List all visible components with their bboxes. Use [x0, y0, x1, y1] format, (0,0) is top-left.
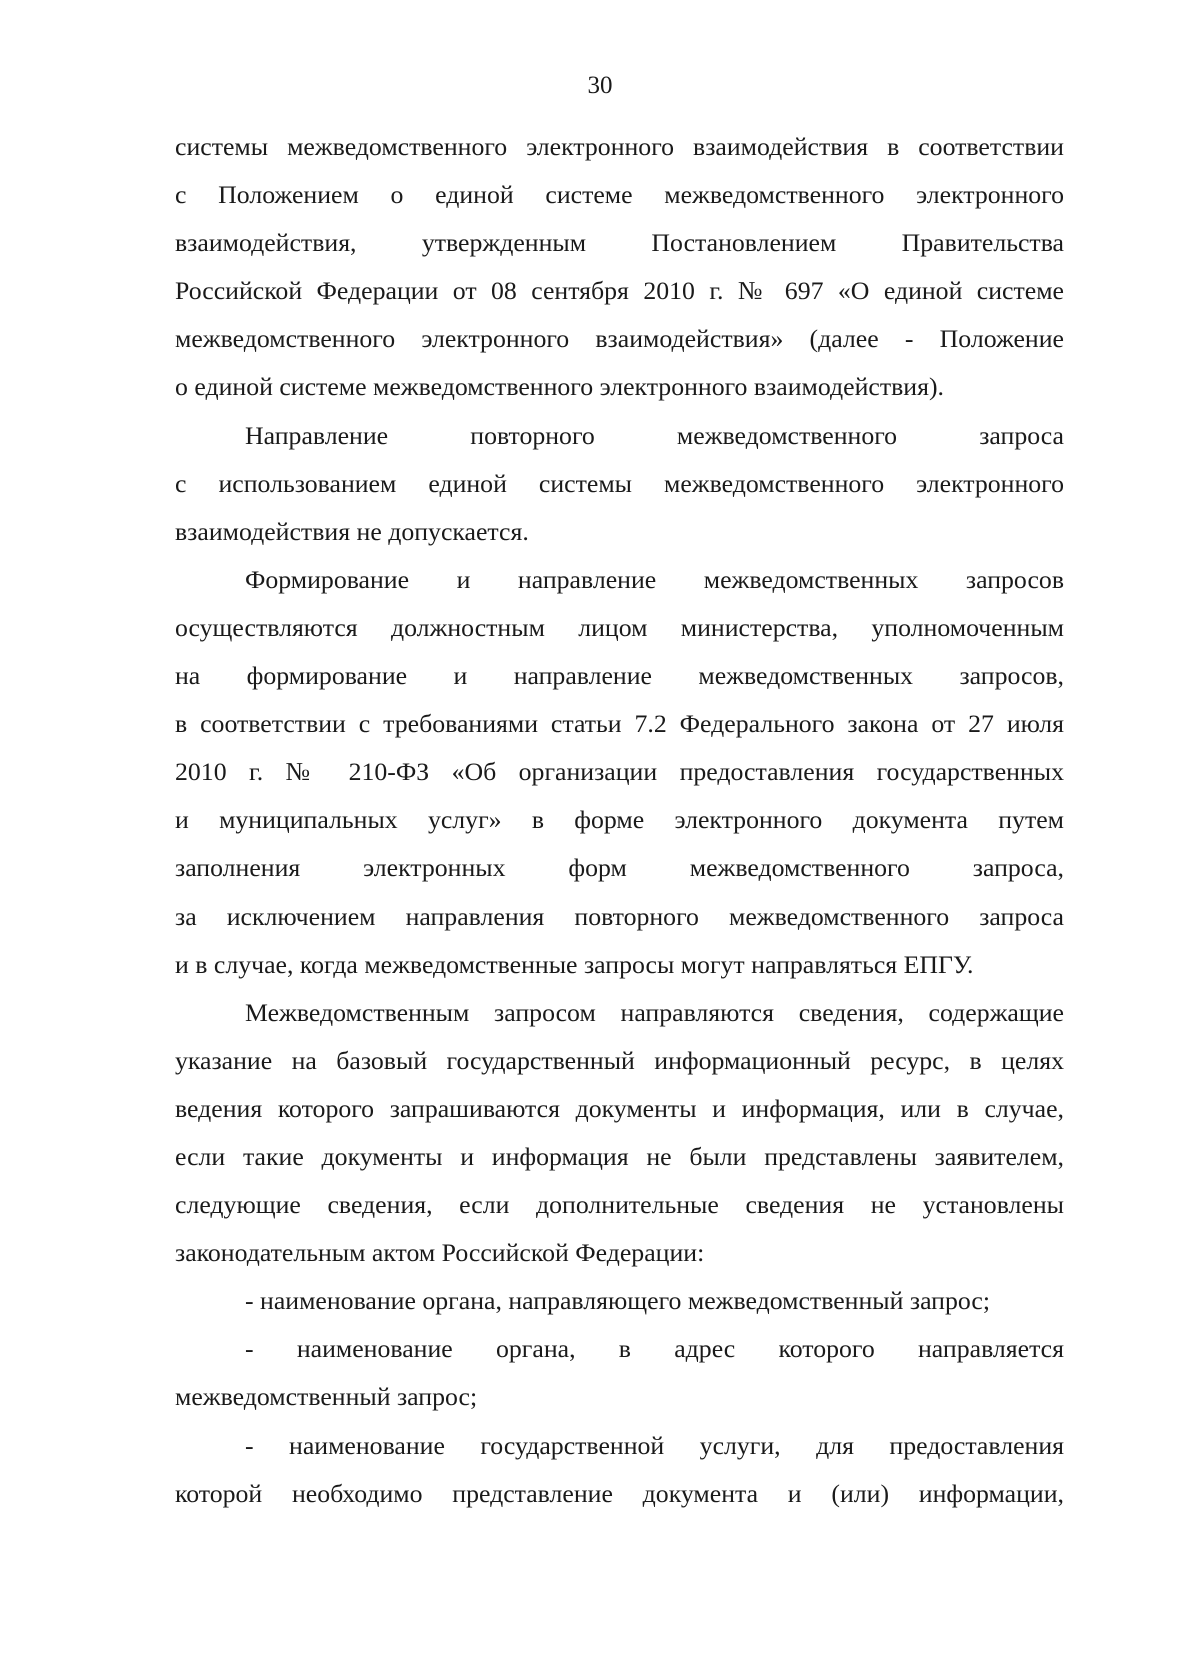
paragraph [175, 123, 1064, 412]
text-line: межведомственный запрос; [175, 1382, 478, 1412]
text-line: и муниципальных услуг» в форме электронного документа путем [175, 805, 1064, 835]
text-line: которой необходимо представление документа и (или) информации, [175, 1478, 1064, 1508]
text-line: осуществляются должностным лицом министерства, уполномоченным [175, 612, 1064, 642]
paragraph [175, 989, 1064, 1278]
text-line: взаимодействия не допускается. [175, 516, 529, 546]
text-line: - наименование органа, направляющего межведомственный запрос; [245, 1286, 991, 1316]
paragraph [175, 556, 1064, 989]
text-line: с Положением о единой системе межведомственного электронного [175, 180, 1064, 210]
text-line: - наименование органа, в адрес которого направляется [245, 1334, 1064, 1364]
text-line: ведения которого запрашиваются документы и информация, или в случае, [175, 1093, 1064, 1123]
text-line: в соответствии с требованиями статьи 7.2 Федерального закона от 27 июля [175, 709, 1064, 739]
text-line: Российской Федерации от 08 сентября 2010 г. № 697 «О единой системе [175, 276, 1064, 306]
page-number: 30 [587, 72, 613, 99]
text-line: 2010 г. № 210-ФЗ «Об организации предоставления государственных [175, 757, 1064, 787]
list-item [175, 1422, 1064, 1518]
text-line: системы межведомственного электронного взаимодействия в соответствии [175, 132, 1064, 161]
text-line: заполнения электронных форм межведомственного запроса, [175, 853, 1064, 883]
text-line: Направление повторного межведомственного запроса [245, 420, 1064, 450]
text-line: следующие сведения, если дополнительные сведения не установлены [175, 1190, 1064, 1220]
text-line: межведомственного электронного взаимодействия» (далее - Положение [175, 324, 1064, 354]
text-line: Межведомственным запросом направляются сведения, содержащие [245, 997, 1064, 1027]
text-line: законодательным актом Российской Федерации: [175, 1238, 705, 1268]
text-line: - наименование государственной услуги, для предоставления [245, 1430, 1064, 1460]
text-line: о единой системе межведомственного электронного взаимодействия). [175, 372, 944, 402]
text-line: на формирование и направление межведомственных запросов, [175, 661, 1064, 691]
text-line: и в случае, когда межведомственные запросы могут направляться ЕПГУ. [175, 949, 974, 979]
text-line: если такие документы и информация не были представлены заявителем, [175, 1141, 1064, 1171]
document-body [175, 123, 1064, 1518]
text-line: Формирование и направление межведомственных запросов [245, 564, 1064, 594]
text-line: за исключением направления повторного межведомственного запроса [175, 901, 1064, 931]
text-line: с использованием единой системы межведомственного электронного [175, 468, 1064, 498]
paragraph [175, 412, 1064, 556]
list-item [175, 1277, 1064, 1325]
list-item [175, 1325, 1064, 1421]
text-line: взаимодействия, утвержденным Постановлением Правительства [175, 228, 1064, 258]
text-line: указание на базовый государственный информационный ресурс, в целях [175, 1045, 1064, 1075]
